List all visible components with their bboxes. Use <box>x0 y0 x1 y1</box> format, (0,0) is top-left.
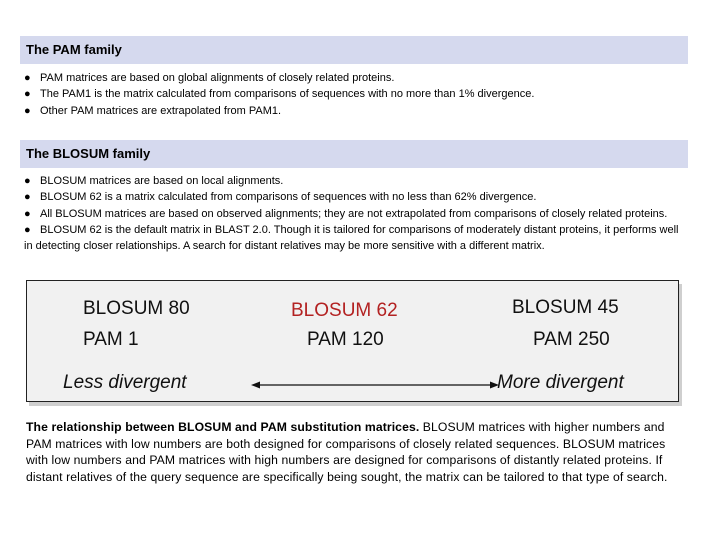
list-item <box>24 222 688 255</box>
pam-120-label: PAM 120 <box>307 329 384 350</box>
bullet-text: All BLOSUM matrices are based on observed alignments; they are not extrapolated from comparisons of closely related proteins. <box>40 207 668 220</box>
more-divergent-label: More divergent <box>497 372 624 393</box>
list-item <box>24 86 688 102</box>
bullet-icon: ● <box>24 191 31 204</box>
bullet-text: The PAM1 is the matrix calculated from comparisons of sequences with no more than 1% divergence. <box>40 88 535 101</box>
bullet-icon: ● <box>24 207 31 220</box>
bullet-icon: ● <box>24 175 31 187</box>
pam-family-heading: The PAM family <box>20 36 688 64</box>
pam-250-label: PAM 250 <box>533 329 610 350</box>
less-divergent-label: Less divergent <box>63 372 187 393</box>
list-item <box>24 206 688 222</box>
blosum-family-heading: The BLOSUM family <box>20 140 688 168</box>
blosum-45-label: BLOSUM 45 <box>512 297 619 318</box>
list-item <box>24 189 688 205</box>
caption-title: The relationship between BLOSUM and PAM substitution matrices. <box>26 420 420 434</box>
bullet-icon: ● <box>24 223 31 236</box>
bullet-text: BLOSUM matrices are based on local alignments. <box>40 175 284 187</box>
caption-text: BLOSUM matrices with higher numbers and PAM matrices with low numbers are both designed for comparisons of closely related sequences. BLOSUM matrices with low numbers and PAM matrices with high numbers are designed for comparisons of distantly related proteins. If distant relatives of the query sequence are specifically being sought, the matrix can be tailored to that type of search. <box>26 420 668 484</box>
bullet-icon: ● <box>24 72 31 84</box>
bullet-text: Other PAM matrices are extrapolated from PAM1. <box>40 104 282 117</box>
list-item <box>24 103 688 119</box>
bullet-icon: ● <box>24 88 31 101</box>
bullet-text: PAM matrices are based on global alignments of closely related proteins. <box>40 72 395 84</box>
divergence-diagram <box>26 280 679 402</box>
pam-1-label: PAM 1 <box>83 329 139 350</box>
pam-bullet-list <box>24 70 688 119</box>
blosum-62-label: BLOSUM 62 <box>291 300 398 321</box>
bullet-text: BLOSUM 62 is a matrix calculated from comparisons of sequences with no less than 62% divergence. <box>40 191 537 204</box>
double-arrow-icon <box>251 380 499 390</box>
list-item <box>24 173 688 189</box>
bullet-text: BLOSUM 62 is the default matrix in BLAST 2.0. Though it is tailored for comparisons of moderately distant proteins, it performs well in detecting closer relationships. A search for distant relatives may be more sensitive with a different matrix. <box>24 223 679 253</box>
bullet-icon: ● <box>24 104 31 117</box>
figure-caption <box>26 419 686 485</box>
blosum-80-label: BLOSUM 80 <box>83 298 190 319</box>
list-item <box>24 70 688 86</box>
blosum-bullet-list <box>24 173 688 254</box>
